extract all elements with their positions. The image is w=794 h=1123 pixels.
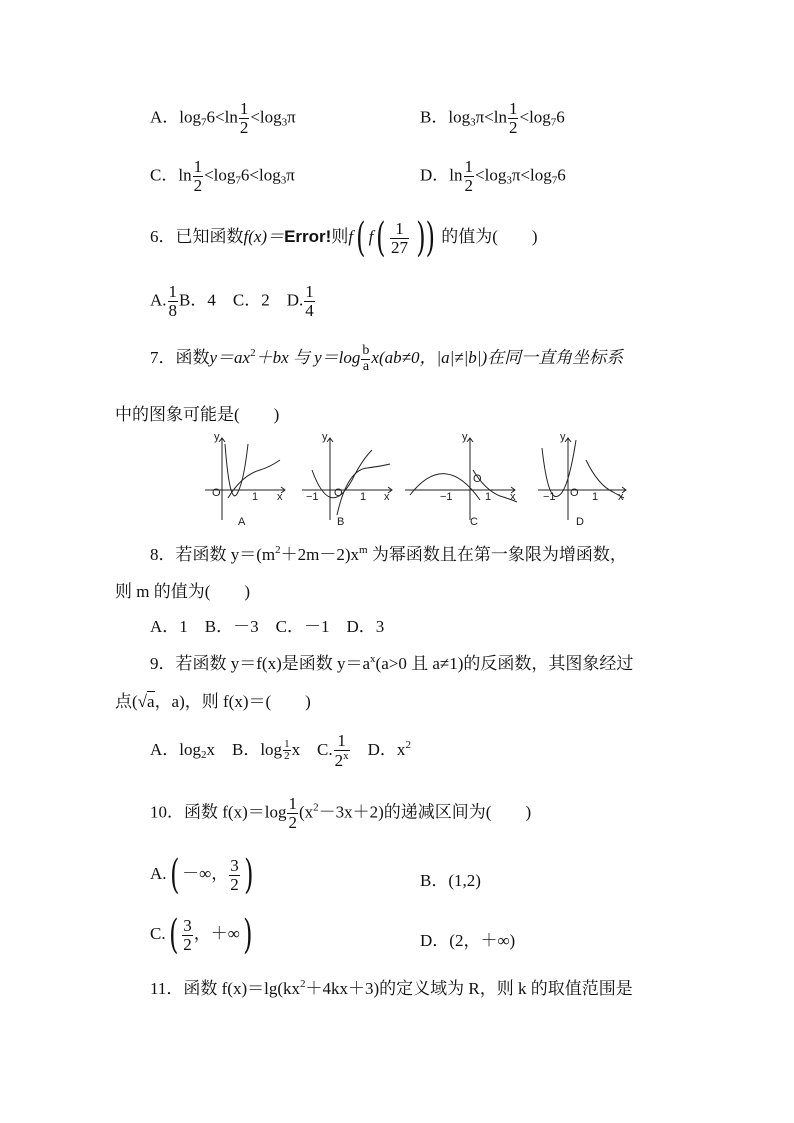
question-10: 10．函数 f(x)＝log $\frac{1}{2}$ $(x^2-3x+2)$的递减区间为( ) bbox=[150, 794, 532, 832]
question-8-line-2: 则 m 的值为( ) bbox=[115, 582, 251, 601]
svg-text:O: O bbox=[473, 473, 482, 485]
q6-options: A. $\frac{1}{8}$ B．4 C．2 D. $\frac{1}{4}$ bbox=[150, 282, 314, 320]
graph-a bbox=[205, 438, 285, 520]
svg-text:x: x bbox=[277, 491, 283, 503]
graph-d bbox=[538, 438, 626, 520]
q5-option-d: D．ln $\frac{1}{2}$ $<\log_3\pi<\log_76$ bbox=[420, 157, 566, 195]
q10-option-c: C.( $\frac{3}{2}$ ，＋∞) bbox=[150, 912, 253, 958]
svg-text:O: O bbox=[212, 487, 221, 499]
svg-text:−1: −1 bbox=[306, 491, 319, 503]
question-9-line-1: 9．若函数 y＝f(x)是函数 $y=a^x(a>0$ 且 a≠1)的反函数，其图象经过 bbox=[150, 653, 634, 673]
q5-option-a: A．$\log_76<\ln$ $\frac{1}{2}$ $<\log_3\pi$ bbox=[150, 99, 296, 137]
graph-label-d: D bbox=[576, 516, 584, 528]
svg-text:x: x bbox=[384, 491, 390, 503]
question-11: 11．函数 $f(x)=\lg(kx^2+4kx+3)$的定义域为 R，则 k 的取值范围是 bbox=[150, 978, 633, 998]
q5-option-c: C．ln $\frac{1}{2}$ $<\log_76<\log_3\pi$ bbox=[150, 157, 295, 195]
graph-label-b: B bbox=[337, 516, 345, 528]
q8-options: A．1 B．－3 C．－1 D．3 bbox=[150, 617, 385, 636]
question-7-line-1: 7．函数$y=ax^2+bx$ 与 y＝log $\frac{b}{a}$ x(ab≠0，|a|≠|b|)在同一直角坐标系 bbox=[150, 342, 624, 374]
question-8-line-1: 8．若函数 $y=(m^2+2m-2)x^m$ 为幂函数且在第一象限为增函数， bbox=[150, 544, 627, 564]
question-9-line-2: 点(√a，a)，则 f(x)＝( ) bbox=[115, 692, 311, 711]
svg-text:y: y bbox=[462, 431, 468, 443]
graph-b bbox=[302, 438, 392, 520]
svg-text:1: 1 bbox=[360, 491, 367, 503]
q7-graphs bbox=[200, 430, 630, 530]
graph-label-a: A bbox=[238, 516, 246, 528]
q10-option-d: D．(2，＋∞) bbox=[420, 931, 516, 950]
svg-text:x: x bbox=[510, 491, 516, 503]
svg-text:O: O bbox=[570, 487, 579, 499]
graph-c bbox=[405, 438, 517, 520]
question-7-line-2: 中的图象可能是( ) bbox=[115, 405, 280, 424]
svg-text:y: y bbox=[560, 431, 566, 443]
q9-options: A．$\log_2x$ B．log $\frac{1}{2}$ x C. $\frac{1}{2^x}$ D．$x^2$ bbox=[150, 731, 411, 770]
svg-text:−1: −1 bbox=[543, 491, 556, 503]
q10-option-b: B．(1,2) bbox=[420, 871, 481, 890]
svg-text:−1: −1 bbox=[440, 491, 453, 503]
q10-option-a: A.( －∞， $\frac{3}{2}$ ) bbox=[150, 852, 254, 898]
svg-text:1: 1 bbox=[592, 491, 599, 503]
question-6: 6．已知函数f(x)＝Error!则f( f( $\frac{1}{27}$ )) 的值为( ) bbox=[150, 215, 538, 261]
svg-text:x: x bbox=[618, 491, 624, 503]
graph-label-c: C bbox=[470, 516, 478, 528]
q5-option-b: B．$\log_3\pi<\ln$ $\frac{1}{2}$ $<\log_76$ bbox=[420, 99, 565, 137]
svg-text:y: y bbox=[322, 431, 328, 443]
svg-text:O: O bbox=[334, 487, 343, 499]
svg-text:1: 1 bbox=[252, 491, 259, 503]
svg-text:1: 1 bbox=[485, 491, 492, 503]
svg-text:y: y bbox=[214, 431, 220, 443]
